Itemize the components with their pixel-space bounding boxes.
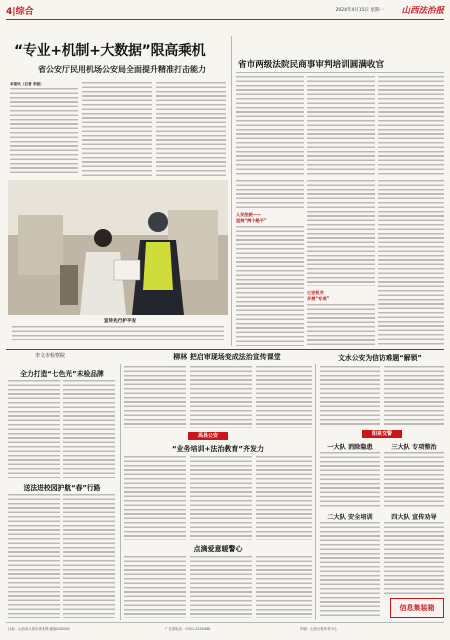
right-bottom-headline: 文水公安为信访难题“解锁” xyxy=(338,354,422,362)
right-sub-h2: 三大队 专项整治 xyxy=(391,444,437,451)
page-number: 4|综合 xyxy=(6,7,34,17)
section-label-left: 李文市检察院 xyxy=(34,353,65,359)
footer-phone: 广告部电话：0351-3256388 xyxy=(165,627,211,631)
lead-photo xyxy=(8,180,228,315)
right-subhead-2: 公安机关 开展“专项” xyxy=(307,290,330,301)
right-headline: 省市两级法院民商事审判培训圆满收官 xyxy=(238,60,385,70)
right-text-col-1 xyxy=(236,76,304,176)
mid-headline: 柳林 把启审现场变成法治宣传课堂 xyxy=(173,353,281,361)
lead-subheadline: 省公安厅民用机场公安局全面提升精准打击能力 xyxy=(38,65,206,74)
right-sub-h4: 四大队 宣传劝导 xyxy=(391,514,437,521)
lead-text-col-2 xyxy=(82,82,152,176)
mid-story-2-title: 点滴爱意暖警心 xyxy=(193,545,243,553)
right-sub-h1: 一大队 消除隐患 xyxy=(327,444,373,451)
info-box-title: 信息集装箱 xyxy=(399,604,435,612)
left-story-2-title: 送法进校园护航“春”行路 xyxy=(23,484,101,492)
info-box xyxy=(390,598,444,618)
left-story-1-title: 全力打造“七色光”未检品牌 xyxy=(20,370,104,378)
footer-address: 社址：山西省太原市漳北路·邮编030006 xyxy=(8,627,70,631)
right-subhead-1: 人民法院—— 坚持“两个绝不” xyxy=(236,212,267,223)
right-text-col-2 xyxy=(307,76,375,176)
column-divider xyxy=(231,36,232,346)
mid-section-tab: 高县公安 xyxy=(188,432,228,440)
masthead-logo: 山西法治报 xyxy=(401,6,444,16)
lead-headline: “专业+机制+大数据”限高乘机 xyxy=(14,43,206,59)
lead-text-col-3 xyxy=(156,82,226,176)
right-section-tab: 阳泉交警 xyxy=(362,430,402,438)
lead-byline: 本报讯（记者 李强） xyxy=(10,82,44,86)
issue-date: 2024年4月15日 星期一 xyxy=(335,8,384,13)
mid-story-1-title: “业务培训+法治教育”齐发力 xyxy=(171,445,265,453)
photo-caption: 宣传先行护平安 xyxy=(103,319,137,324)
right-sub-h3: 二大队 安全培训 xyxy=(327,514,373,521)
lead-text-col-1 xyxy=(10,88,78,176)
right-text-col-3 xyxy=(378,76,444,176)
page-header xyxy=(6,4,444,20)
photo-caption-text xyxy=(12,326,224,340)
footer-printer: 印刷：山西日报印务中心 xyxy=(300,627,338,631)
